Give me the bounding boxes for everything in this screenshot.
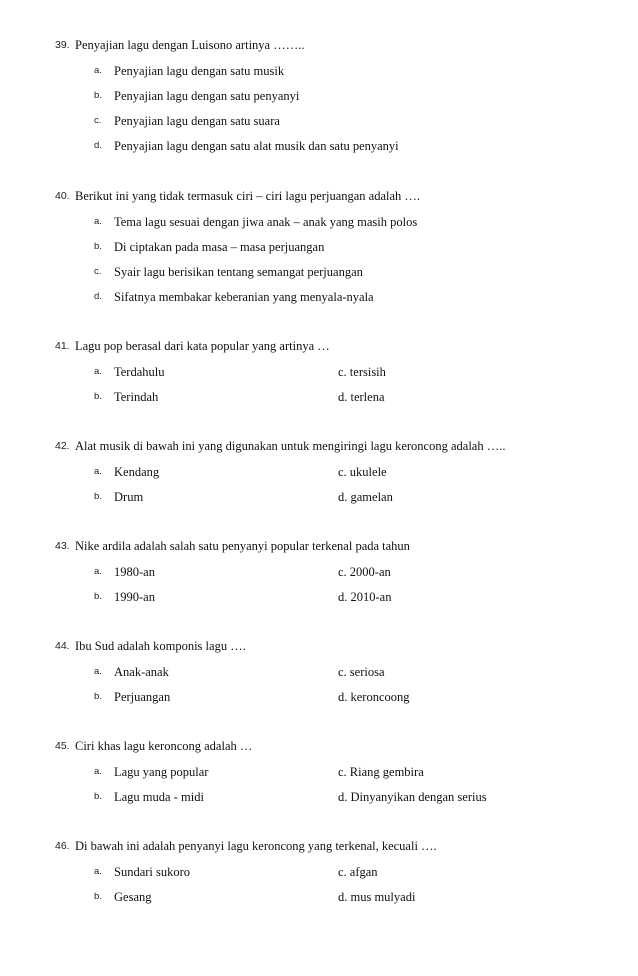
question-number: 41.: [55, 340, 70, 352]
question-number: 42.: [55, 440, 70, 452]
question-text: Ciri khas lagu keroncong adalah …: [75, 739, 253, 753]
option-d: [0, 287, 638, 312]
option-letter: d.: [94, 140, 102, 151]
option-letter: b.: [94, 591, 102, 602]
option-row-ac: [0, 762, 638, 787]
option-text: Penyajian lagu dengan satu alat musik dan satu penyanyi: [114, 139, 399, 153]
option-text: Penyajian lagu dengan satu musik: [114, 64, 285, 78]
option-row-bd: [0, 487, 638, 512]
option-text: Sifatnya membakar keberanian yang menyala-nyala: [114, 290, 374, 304]
option-letter: a.: [94, 666, 102, 677]
question-text: Di bawah ini adalah penyanyi lagu keroncong yang terkenal, kecuali ….: [75, 839, 437, 853]
option-text-right: d. terlena: [338, 390, 385, 404]
option-text-right: c. tersisih: [338, 365, 386, 379]
option-letter: d.: [94, 291, 102, 302]
option-letter: a.: [94, 366, 102, 377]
option-letter: a.: [94, 866, 102, 877]
option-row-ac: [0, 462, 638, 487]
question-number: 45.: [55, 740, 70, 752]
option-b: [0, 237, 638, 262]
option-text-right: d. mus mulyadi: [338, 890, 416, 904]
question-42: [0, 436, 638, 512]
option-text: Terdahulu: [114, 365, 165, 379]
option-letter: a.: [94, 466, 102, 477]
option-text: Tema lagu sesuai dengan jiwa anak – anak yang masih polos: [114, 215, 418, 229]
option-letter: a.: [94, 65, 102, 76]
option-text: Terindah: [114, 390, 159, 404]
option-row-ac: [0, 662, 638, 687]
option-letter: b.: [94, 90, 102, 101]
option-text: Sundari sukoro: [114, 865, 191, 879]
option-letter: b.: [94, 241, 102, 252]
question-45: [0, 736, 638, 812]
option-row-ac: [0, 362, 638, 387]
option-text: Penyajian lagu dengan satu penyanyi: [114, 89, 300, 103]
option-row-bd: [0, 687, 638, 712]
option-text-right: d. 2010-an: [338, 590, 392, 604]
option-b: [0, 86, 638, 111]
option-row-bd: [0, 387, 638, 412]
question-text: Berikut ini yang tidak termasuk ciri – ciri lagu perjuangan adalah ….: [75, 189, 421, 203]
option-c: [0, 111, 638, 136]
option-text-right: c. seriosa: [338, 665, 385, 679]
question-text: Nike ardila adalah salah satu penyanyi popular terkenal pada tahun: [75, 539, 410, 553]
option-row-bd: [0, 787, 638, 812]
question-text: Penyajian lagu dengan Luisono artinya ……..: [75, 38, 305, 52]
question-text: Lagu pop berasal dari kata popular yang artinya …: [75, 339, 330, 353]
option-c: [0, 262, 638, 287]
option-text-right: c. 2000-an: [338, 565, 391, 579]
option-text: Lagu yang popular: [114, 765, 209, 779]
question-text: Ibu Sud adalah komponis lagu ….: [75, 639, 246, 653]
option-text: Kendang: [114, 465, 160, 479]
option-letter: c.: [94, 266, 102, 277]
option-letter: b.: [94, 391, 102, 402]
question-40: [0, 186, 638, 312]
option-text-right: d. gamelan: [338, 490, 393, 504]
question-43: [0, 536, 638, 612]
option-text-right: c. Riang gembira: [338, 765, 424, 779]
option-a: [0, 61, 638, 86]
option-letter: c.: [94, 115, 102, 126]
question-number: 39.: [55, 39, 70, 51]
option-text: 1980-an: [114, 565, 155, 579]
question-41: [0, 336, 638, 412]
option-d: [0, 136, 638, 161]
question-44: [0, 636, 638, 712]
option-letter: b.: [94, 491, 102, 502]
option-text: Di ciptakan pada masa – masa perjuangan: [114, 240, 325, 254]
option-letter: b.: [94, 691, 102, 702]
option-text: Anak-anak: [114, 665, 169, 679]
option-text-right: c. ukulele: [338, 465, 387, 479]
option-letter: a.: [94, 766, 102, 777]
option-row-ac: [0, 862, 638, 887]
option-letter: b.: [94, 791, 102, 802]
option-text: Gesang: [114, 890, 152, 904]
option-text-right: c. afgan: [338, 865, 378, 879]
question-39: [0, 35, 638, 161]
question-number: 46.: [55, 840, 70, 852]
option-text: Perjuangan: [114, 690, 171, 704]
option-text: Lagu muda - midi: [114, 790, 204, 804]
option-a: [0, 212, 638, 237]
option-row-ac: [0, 562, 638, 587]
option-text-right: d. Dinyanyikan dengan serius: [338, 790, 487, 804]
option-text: Syair lagu berisikan tentang semangat perjuangan: [114, 265, 363, 279]
question-46: [0, 836, 638, 912]
option-row-bd: [0, 887, 638, 912]
question-number: 43.: [55, 540, 70, 552]
option-letter: b.: [94, 891, 102, 902]
option-text: 1990-an: [114, 590, 155, 604]
question-text: Alat musik di bawah ini yang digunakan untuk mengiringi lagu keroncong adalah …..: [75, 439, 506, 453]
question-number: 40.: [55, 190, 70, 202]
option-text: Drum: [114, 490, 144, 504]
question-number: 44.: [55, 640, 70, 652]
option-letter: a.: [94, 216, 102, 227]
option-text: Penyajian lagu dengan satu suara: [114, 114, 280, 128]
option-letter: a.: [94, 566, 102, 577]
option-text-right: d. keroncoong: [338, 690, 410, 704]
option-row-bd: [0, 587, 638, 612]
